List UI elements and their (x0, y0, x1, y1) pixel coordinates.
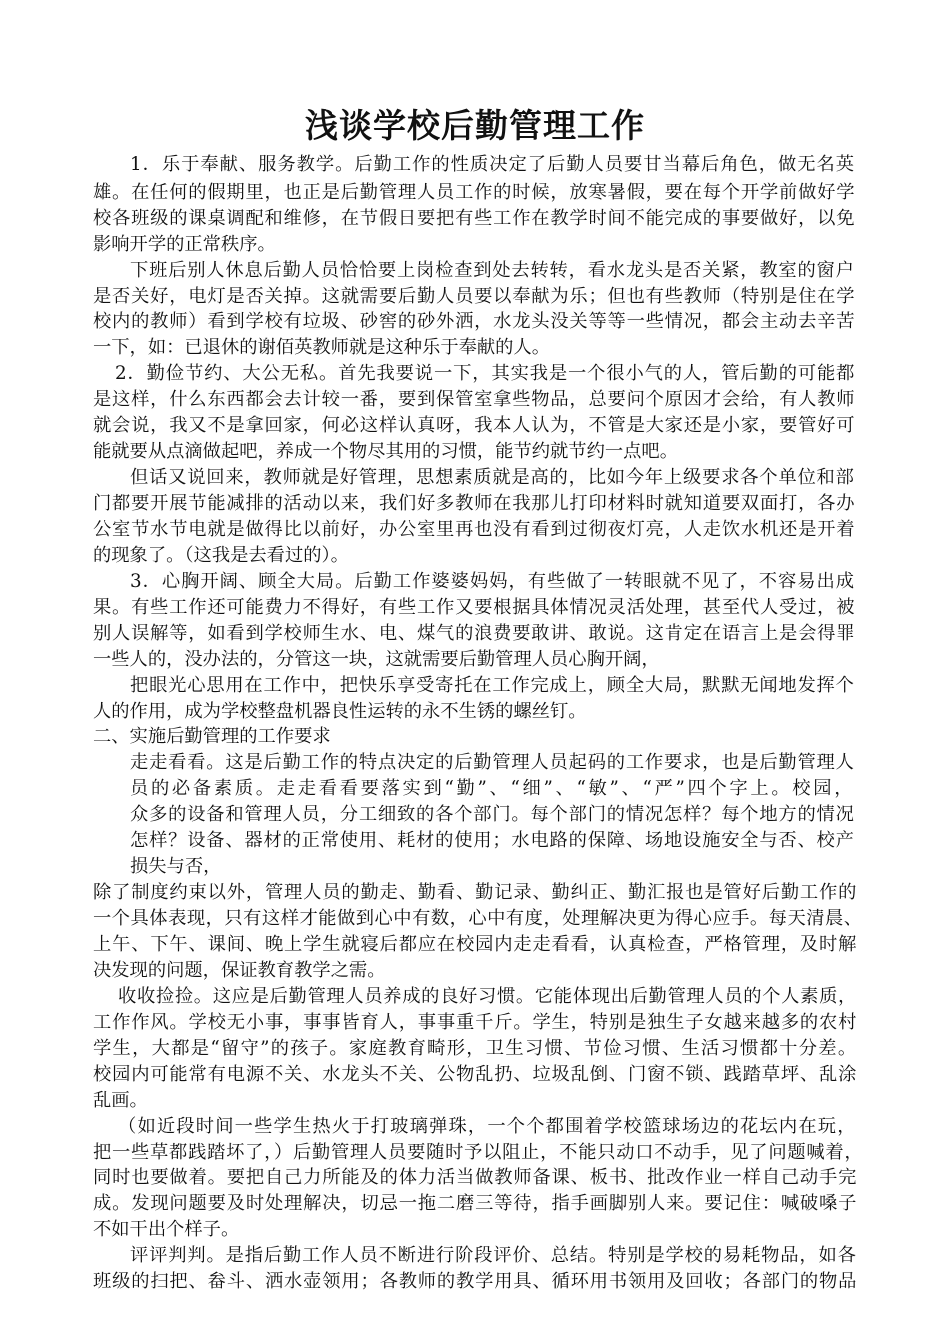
document-line: 乱画。 (93, 1090, 148, 1111)
document-line: 的现象了。（这我是去看过的）。 (93, 545, 349, 566)
document-line: 决发现的问题，保证教育教学之需。 (93, 960, 386, 981)
document-line: 能就要从点滴做起吧，养成一个物尽其用的习惯，能节约就节约一点吧。 (93, 441, 678, 462)
document-line: 校各班级的课桌调配和维修，在节假日要把有些工作在教学时间不能完成的事要做好，以免 (93, 208, 856, 229)
document-line: 一个具体表现，只有这样才能做到心中有数，心中有度，处理解决更为得心应手。每天清晨、 (93, 908, 863, 929)
document-line: 影响开学的正常秩序。 (93, 234, 276, 255)
document-line: 把眼光心思用在工作中，把快乐享受寄托在工作完成上，顾全大局，默默无闻地发挥个 (130, 675, 855, 696)
document-line: 就会说，我又不是拿回家，何必这样认真呀，我本人认为，不管是大家还是小家，要管好可 (93, 415, 856, 436)
document-line: 人的作用，成为学校整盘机器良性运转的永不生锈的螺丝钉。 (93, 701, 587, 722)
document-line: 众多的设备和管理人员，分工细致的各个部门。每个部门的情况怎样？每个地方的情况 (130, 804, 855, 825)
document-line: 下班后别人休息后勤人员恰恰要上岗检查到处去转转，看水龙头是否关紧，教室的窗户 (130, 260, 855, 281)
document-line: 二、实施后勤管理的工作要求 (93, 726, 331, 747)
document-line: 不如干出个样子。 (93, 1219, 240, 1240)
document-line: 校内的教师）看到学校有垃圾、砂窖的砂外洒，水龙头没关等等一些情况，都会主动去辛苦 (93, 311, 856, 332)
document-line: 果。有些工作还可能费力不得好，有些工作又要根据具体情况灵活处理，甚至代人受过，被 (93, 597, 856, 618)
document-line: 但话又说回来，教师就是好管理，思想素质就是高的，比如今年上级要求各个单位和部 (130, 467, 855, 488)
document-line: 班级的扫把、畚斗、洒水壶领用；各教师的教学用具、循环用书领用及回收；各部门的物品 (93, 1271, 858, 1292)
document-line: 门都要开展节能减排的活动以来，我们好多教师在我那儿打印材料时就知道要双面打，各办 (93, 493, 856, 514)
document-line: 1．乐于奉献、服务教学。后勤工作的性质决定了后勤人员要甘当幕后角色，做无名英 (130, 154, 856, 175)
document-line: 把一些草都践踏坏了，）后勤管理人员要随时予以阻止，不能只动口不动手，见了问题喊着， (93, 1142, 864, 1163)
document-line: 是这样，什么东西都会去计较一番，要到保管室拿些物品，总要问个原因才会给，有人教师 (93, 389, 856, 410)
document-line: 员的必备素质。走走看看要落实到“勤”、“细”、“敏”、“严”四个字上。校园， (130, 778, 856, 799)
document-line: 收收捡捡。这应是后勤管理人员养成的良好习惯。它能体现出后勤管理人员的个人素质， (118, 986, 857, 1007)
document-line: 除了制度约束以外，管理人员的勤走、勤看、勤记录、勤纠正、勤汇报也是管好后勤工作的 (93, 882, 858, 903)
document-line: 工作作风。学校无小事，事事皆育人，事事重千斤。学生，特别是独生子女越来越多的农村 (93, 1012, 858, 1033)
document-line: （如近段时间一些学生热火于打玻璃弹珠，一个个都围着学校篮球场边的花坛内在玩， (118, 1116, 857, 1137)
document-line: 学生，大都是“留守”的孩子。家庭教育畸形，卫生习惯、节俭习惯、生活习惯都十分差。 (93, 1038, 858, 1059)
document-line: 成。发现问题要及时处理解决，切忌一拖二磨三等待，指手画脚别人来。要记住：喊破嗓子 (93, 1193, 858, 1214)
document-line: 同时也要做着。要把自己力所能及的体力活当做教师备课、板书、批改作业一样自己动手完 (93, 1167, 858, 1188)
document-line: 一下，如：已退休的谢佰英教师就是这种乐于奉献的人。 (93, 337, 551, 358)
document-line: 2．勤俭节约、大公无私。首先我要说一下，其实我是一个很小气的人，管后勤的可能都 (115, 363, 856, 384)
document-line: 别人误解等，如看到学校师生水、电、煤气的浪费要敢讲、敢说。这肯定在语言上是会得罪 (93, 623, 856, 644)
document-line: 3．心胸开阔、顾全大局。后勤工作婆婆妈妈，有些做了一转眼就不见了，不容易出成 (130, 571, 856, 592)
document-line: 校园内可能常有电源不关、水龙头不关、公物乱扔、垃圾乱倒、门窗不锁、践踏草坪、乱涂 (93, 1064, 858, 1085)
document-line: 一些人的，没办法的，分管这一块，这就需要后勤管理人员心胸开阔， (93, 649, 660, 670)
document-line: 公室节水节电就是做得比以前好，办公室里再也没有看到过彻夜灯亮，人走饮水机还是开着 (93, 519, 856, 540)
document-line: 雄。在任何的假期里，也正是后勤管理人员工作的时候，放寒暑假，要在每个开学前做好学 (93, 182, 856, 203)
document-line: 上午、下午、课间、晚上学生就寝后都应在校园内走走看看，认真检查，严格管理，及时解 (93, 934, 858, 955)
document-line: 是否关好，电灯是否关掉。这就需要后勤人员要以奉献为乐；但也有些教师（特别是住在学 (93, 286, 856, 307)
document-line: 走走看看。这是后勤工作的特点决定的后勤管理人员起码的工作要求，也是后勤管理人 (130, 752, 855, 773)
document-line: 评评判判。是指后勤工作人员不断进行阶段评价、总结。特别是学校的易耗物品，如各 (130, 1245, 857, 1266)
document-line: 怎样？设备、器材的正常使用、耗材的使用；水电路的保障、场地设施安全与否、校产 (130, 830, 855, 851)
document-title: 浅谈学校后勤管理工作 (305, 106, 645, 145)
document-line: 损失与否， (130, 856, 222, 877)
